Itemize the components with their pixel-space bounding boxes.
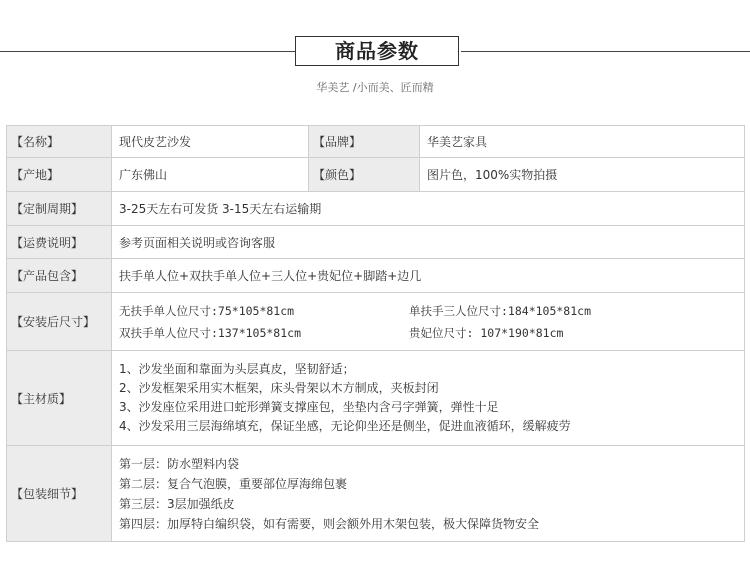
- packing-line: 第二层：复合气泡膜，重要部位厚海绵包裹: [119, 476, 348, 491]
- label-cycle: 【定制周期】: [7, 192, 112, 226]
- packing-lines: [119, 454, 738, 534]
- value-name: 现代皮艺沙发: [112, 126, 309, 158]
- row-cycle: [7, 192, 745, 226]
- value-includes: 扶手单人位+双扶手单人位+三人位+贵妃位+脚踏+边几: [112, 259, 745, 293]
- size-item: 贵妃位尺寸: 107*190*81cm: [409, 325, 564, 340]
- material-line: 3、沙发座位采用进口蛇形弹簧支撑座包，坐垫内含弓字弹簧，弹性十足: [119, 400, 499, 414]
- value-brand: 华美艺家具: [420, 126, 745, 158]
- material-line: 2、沙发框架采用实木框架，床头骨架以木方制成，夹板封闭: [119, 381, 439, 395]
- label-name: 【名称】: [7, 126, 112, 158]
- size-item: 无扶手单人位尺寸:75*105*81cm: [119, 303, 295, 318]
- divider-right: [461, 51, 750, 52]
- row-name-brand: [7, 126, 745, 158]
- label-includes: 【产品包含】: [7, 259, 112, 293]
- row-shipping: [7, 226, 745, 259]
- packing-line: 第三层：3层加强纸皮: [119, 496, 235, 511]
- section-subtitle: 华美艺 /小而美、匠而精: [316, 81, 434, 94]
- material-line: 1、沙发坐面和靠面为头层真皮，坚韧舒适；: [119, 362, 355, 376]
- row-size: [7, 293, 745, 351]
- label-brand: 【品牌】: [309, 126, 420, 158]
- value-size: [112, 293, 745, 351]
- packing-line: 第四层：加厚特白编织袋，如有需要，则会额外用木架包装，极大保障货物安全: [119, 516, 540, 531]
- size-line-1: [119, 300, 738, 322]
- section-title: 商品参数: [295, 36, 459, 66]
- size-line-2: [119, 322, 738, 344]
- value-material: [112, 351, 745, 446]
- label-packing: 【包装细节】: [7, 446, 112, 542]
- material-lines: [119, 360, 738, 436]
- label-shipping: 【运费说明】: [7, 226, 112, 259]
- row-origin-color: [7, 158, 745, 192]
- label-origin: 【产地】: [7, 158, 112, 192]
- material-line: 4、沙发采用三层海绵填充，保证坐感，无论仰坐还是侧坐，促进血液循环，缓解疲劳: [119, 419, 571, 433]
- label-color: 【颜色】: [309, 158, 420, 192]
- value-color: 图片色，100%实物拍摄: [420, 158, 745, 192]
- section-header: [0, 0, 750, 110]
- label-size: 【安装后尺寸】: [7, 293, 112, 351]
- row-material: [7, 351, 745, 446]
- value-origin: 广东佛山: [112, 158, 309, 192]
- row-packing: [7, 446, 745, 542]
- value-packing: [112, 446, 745, 542]
- row-includes: [7, 259, 745, 293]
- divider-left: [0, 51, 295, 52]
- packing-line: 第一层：防水塑料内袋: [119, 456, 240, 471]
- size-item: 双扶手单人位尺寸:137*105*81cm: [119, 325, 302, 340]
- label-material: 【主材质】: [7, 351, 112, 446]
- value-cycle: 3-25天左右可发货 3-15天左右运输期: [112, 192, 745, 226]
- size-item: 单扶手三人位尺寸:184*105*81cm: [409, 303, 592, 318]
- value-shipping: 参考页面相关说明或咨询客服: [112, 226, 745, 259]
- spec-table: [6, 125, 745, 542]
